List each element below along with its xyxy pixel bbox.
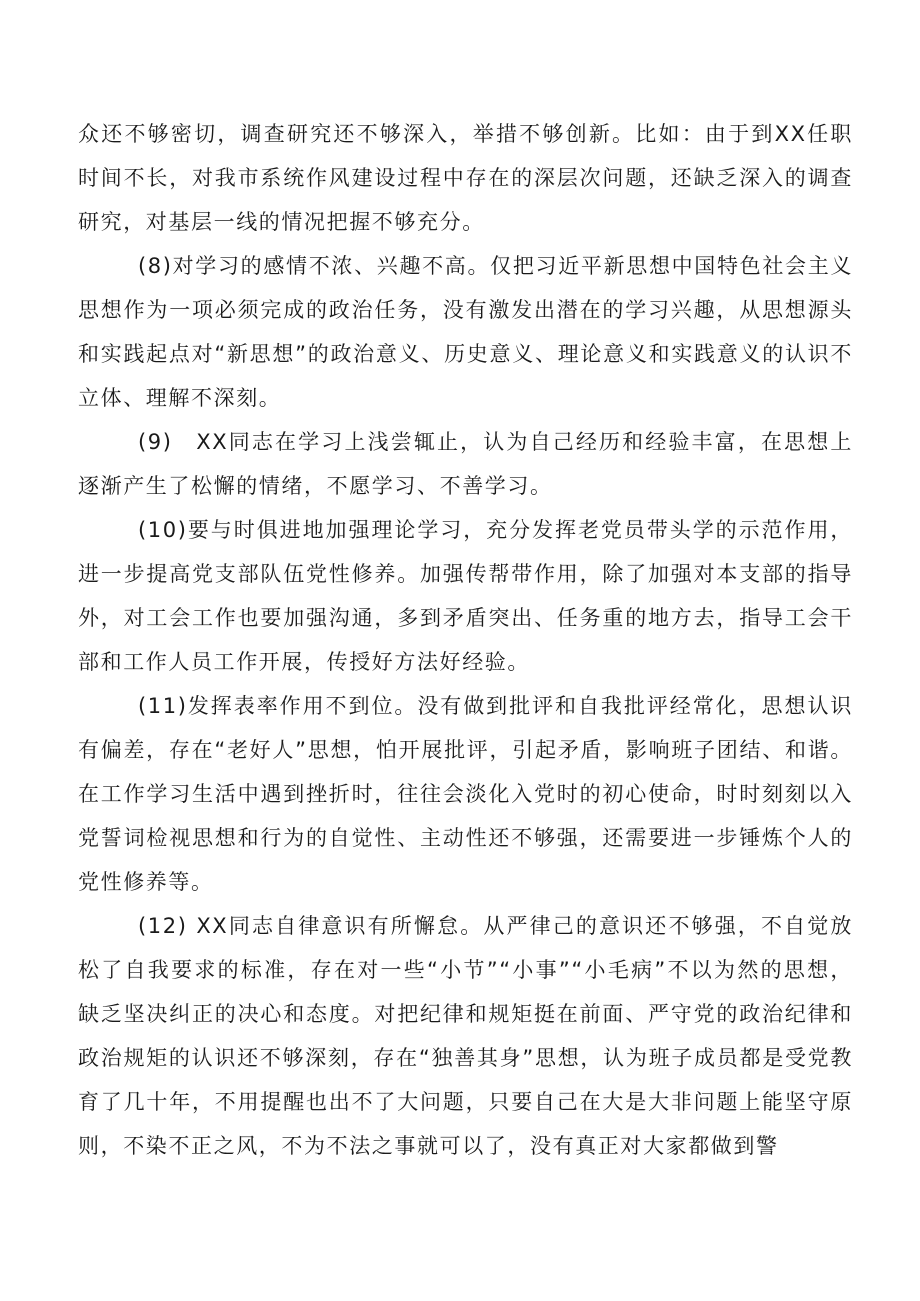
paragraph-item-9: (9) XX同志在学习上浅尝辄止，认为自己经历和经验丰富，在思想上逐渐产生了松懈的情绪，不愿学习、不善学习。	[78, 430, 853, 498]
paragraph-item-10: (10)要与时俱进地加强理论学习，充分发挥老党员带头学的示范作用，进一步提高党支部队伍党性修养。加强传帮带作用，除了加强对本支部的指导外，对工会工作也要加强沟通，多到矛盾突出、任务重的地方去，指导工会干部和工作人员工作开展，传授好方法好经验。	[78, 518, 853, 674]
paragraph-item-8: (8)对学习的感情不浓、兴趣不高。仅把习近平新思想中国特色社会主义思想作为一项必须完成的政治任务，没有激发出潜在的学习兴趣，从思想源头和实践起点对“新思想”的政治意义、历史意义、理论意义和实践意义的认识不立体、理解不深刻。	[78, 254, 853, 410]
document-body	[78, 112, 853, 1168]
paragraph-item-11: (11)发挥表率作用不到位。没有做到批评和自我批评经常化，思想认识有偏差，存在“老好人”思想，怕开展批评，引起矛盾，影响班子团结、和谐。在工作学习生活中遇到挫折时，往往会淡化入党时的初心使命，时时刻刻以入党誓词检视思想和行为的自觉性、主动性还不够强，还需要进一步锤炼个人的党性修养等。	[78, 694, 853, 894]
paragraph-continuation: 众还不够密切，调查研究还不够深入，举措不够创新。比如：由于到XX任职时间不长，对我市系统作风建设过程中存在的深层次问题，还缺乏深入的调查研究，对基层一线的情况把握不够充分。	[78, 122, 853, 234]
paragraph-item-12: (12) XX同志自律意识有所懈怠。从严律己的意识还不够强，不自觉放松了自我要求的标准，存在对一些“小节”“小事”“小毛病”不以为然的思想，缺乏坚决纠正的决心和态度。对把纪律和规矩挺在前面、严守党的政治纪律和政治规矩的认识还不够深刻，存在“独善其身”思想，认为班子成员都是受党教育了几十年，不用提醒也出不了大问题，只要自己在大是大非问题上能坚守原则，不染不正之风，不为不法之事就可以了，没有真正对大家都做到警	[78, 914, 853, 1158]
